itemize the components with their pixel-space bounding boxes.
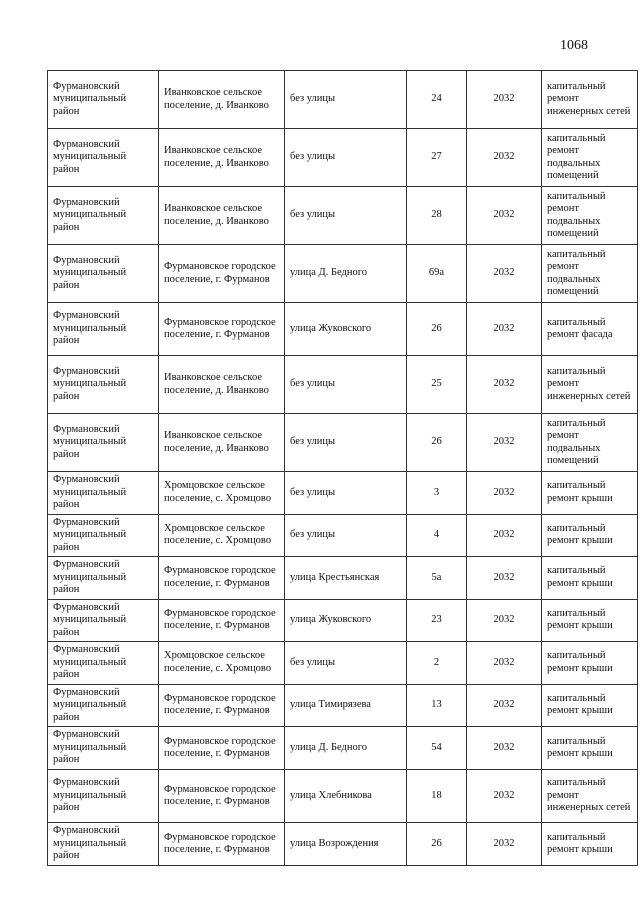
street-cell: улица Д. Бедного <box>285 727 407 770</box>
district-cell: Фурмановский муниципальный район <box>48 642 159 685</box>
year-cell: 2032 <box>467 356 542 414</box>
settlement-cell: Фурмановское городское поселение, г. Фурманов <box>159 684 285 727</box>
house-number-cell: 4 <box>407 514 467 557</box>
district-cell: Фурмановский муниципальный район <box>48 129 159 187</box>
table-row <box>48 514 638 557</box>
house-number-cell: 26 <box>407 414 467 472</box>
street-cell: улица Жуковского <box>285 599 407 642</box>
house-number-cell: 13 <box>407 684 467 727</box>
work-type-cell: капитальный ремонт подвальных помещений <box>542 245 638 303</box>
settlement-cell: Фурмановское городское поселение, г. Фурманов <box>159 823 285 866</box>
year-cell: 2032 <box>467 684 542 727</box>
settlement-cell: Хромцовское сельское поселение, с. Хромцово <box>159 514 285 557</box>
work-type-cell: капитальный ремонт крыши <box>542 684 638 727</box>
year-cell: 2032 <box>467 514 542 557</box>
district-cell: Фурмановский муниципальный район <box>48 770 159 823</box>
district-cell: Фурмановский муниципальный район <box>48 356 159 414</box>
street-cell: улица Хлебникова <box>285 770 407 823</box>
table-row <box>48 727 638 770</box>
year-cell: 2032 <box>467 245 542 303</box>
district-cell: Фурмановский муниципальный район <box>48 303 159 356</box>
settlement-cell: Фурмановское городское поселение, г. Фурманов <box>159 727 285 770</box>
table-row <box>48 356 638 414</box>
table-row <box>48 642 638 685</box>
settlement-cell: Фурмановское городское поселение, г. Фурманов <box>159 245 285 303</box>
work-type-cell: капитальный ремонт инженерных сетей <box>542 356 638 414</box>
work-type-cell: капитальный ремонт крыши <box>542 727 638 770</box>
work-type-cell: капитальный ремонт крыши <box>542 557 638 600</box>
work-type-cell: капитальный ремонт крыши <box>542 514 638 557</box>
year-cell: 2032 <box>467 414 542 472</box>
settlement-cell: Иванковское сельское поселение, д. Иванково <box>159 71 285 129</box>
page-number: 1068 <box>560 38 588 53</box>
street-cell: без улицы <box>285 71 407 129</box>
work-type-cell: капитальный ремонт крыши <box>542 823 638 866</box>
house-number-cell: 24 <box>407 71 467 129</box>
table-row <box>48 129 638 187</box>
settlement-cell: Иванковское сельское поселение, д. Иванково <box>159 414 285 472</box>
year-cell: 2032 <box>467 129 542 187</box>
year-cell: 2032 <box>467 472 542 515</box>
table-row <box>48 823 638 866</box>
house-number-cell: 2 <box>407 642 467 685</box>
table-row <box>48 770 638 823</box>
street-cell: без улицы <box>285 642 407 685</box>
district-cell: Фурмановский муниципальный район <box>48 187 159 245</box>
work-type-cell: капитальный ремонт крыши <box>542 642 638 685</box>
year-cell: 2032 <box>467 303 542 356</box>
settlement-cell: Фурмановское городское поселение, г. Фурманов <box>159 599 285 642</box>
work-type-cell: капитальный ремонт инженерных сетей <box>542 770 638 823</box>
district-cell: Фурмановский муниципальный район <box>48 599 159 642</box>
table-row <box>48 187 638 245</box>
year-cell: 2032 <box>467 557 542 600</box>
district-cell: Фурмановский муниципальный район <box>48 823 159 866</box>
district-cell: Фурмановский муниципальный район <box>48 727 159 770</box>
settlement-cell: Иванковское сельское поселение, д. Иванково <box>159 187 285 245</box>
table-row <box>48 71 638 129</box>
district-cell: Фурмановский муниципальный район <box>48 71 159 129</box>
settlement-cell: Иванковское сельское поселение, д. Иванково <box>159 356 285 414</box>
year-cell: 2032 <box>467 642 542 685</box>
house-number-cell: 23 <box>407 599 467 642</box>
house-number-cell: 3 <box>407 472 467 515</box>
street-cell: без улицы <box>285 187 407 245</box>
district-cell: Фурмановский муниципальный район <box>48 245 159 303</box>
street-cell: без улицы <box>285 514 407 557</box>
work-type-cell: капитальный ремонт подвальных помещений <box>542 414 638 472</box>
house-number-cell: 25 <box>407 356 467 414</box>
work-type-cell: капитальный ремонт фасада <box>542 303 638 356</box>
table-row <box>48 303 638 356</box>
district-cell: Фурмановский муниципальный район <box>48 472 159 515</box>
house-number-cell: 26 <box>407 303 467 356</box>
house-number-cell: 54 <box>407 727 467 770</box>
settlement-cell: Фурмановское городское поселение, г. Фурманов <box>159 770 285 823</box>
house-number-cell: 5а <box>407 557 467 600</box>
settlement-cell: Фурмановское городское поселение, г. Фурманов <box>159 557 285 600</box>
street-cell: улица Д. Бедного <box>285 245 407 303</box>
house-number-cell: 28 <box>407 187 467 245</box>
year-cell: 2032 <box>467 599 542 642</box>
street-cell: без улицы <box>285 472 407 515</box>
year-cell: 2032 <box>467 770 542 823</box>
work-type-cell: капитальный ремонт крыши <box>542 599 638 642</box>
street-cell: улица Возрождения <box>285 823 407 866</box>
street-cell: без улицы <box>285 356 407 414</box>
district-cell: Фурмановский муниципальный район <box>48 684 159 727</box>
settlement-cell: Хромцовское сельское поселение, с. Хромцово <box>159 642 285 685</box>
housing-repair-table <box>47 70 638 866</box>
street-cell: без улицы <box>285 414 407 472</box>
year-cell: 2032 <box>467 727 542 770</box>
year-cell: 2032 <box>467 823 542 866</box>
house-number-cell: 69а <box>407 245 467 303</box>
work-type-cell: капитальный ремонт инженерных сетей <box>542 71 638 129</box>
year-cell: 2032 <box>467 71 542 129</box>
work-type-cell: капитальный ремонт крыши <box>542 472 638 515</box>
house-number-cell: 18 <box>407 770 467 823</box>
work-type-cell: капитальный ремонт подвальных помещений <box>542 129 638 187</box>
table-row <box>48 599 638 642</box>
street-cell: без улицы <box>285 129 407 187</box>
district-cell: Фурмановский муниципальный район <box>48 557 159 600</box>
table-row <box>48 684 638 727</box>
table-row <box>48 414 638 472</box>
district-cell: Фурмановский муниципальный район <box>48 514 159 557</box>
street-cell: улица Тимирязева <box>285 684 407 727</box>
settlement-cell: Иванковское сельское поселение, д. Иванково <box>159 129 285 187</box>
table-row <box>48 245 638 303</box>
work-type-cell: капитальный ремонт подвальных помещений <box>542 187 638 245</box>
year-cell: 2032 <box>467 187 542 245</box>
settlement-cell: Хромцовское сельское поселение, с. Хромцово <box>159 472 285 515</box>
table-row <box>48 472 638 515</box>
street-cell: улица Крестьянская <box>285 557 407 600</box>
settlement-cell: Фурмановское городское поселение, г. Фурманов <box>159 303 285 356</box>
district-cell: Фурмановский муниципальный район <box>48 414 159 472</box>
house-number-cell: 26 <box>407 823 467 866</box>
house-number-cell: 27 <box>407 129 467 187</box>
street-cell: улица Жуковского <box>285 303 407 356</box>
table-row <box>48 557 638 600</box>
